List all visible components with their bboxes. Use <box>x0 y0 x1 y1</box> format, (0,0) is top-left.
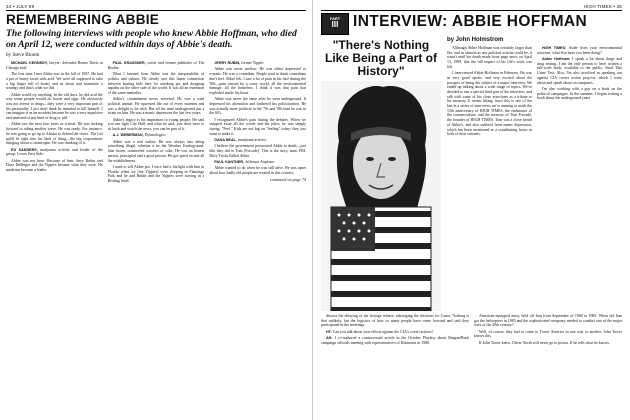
paragraph: I used to sell Abbie pot. I once had a fistfight with him in Florida when we [the Yippies] were sleeping in Flamingo Park and he and Rubin and the Yippies were staying in a Bealtug hotel. <box>107 164 205 183</box>
left-folio <box>6 4 306 11</box>
left-headline: REMEMBERING ABBIE <box>6 12 160 27</box>
paragraph: HT: Can you talk about your efforts against the CIA's covert actions? <box>326 329 434 334</box>
paragraph: Abbie's commitment never wavered. He was a total political animal. He squeezed life out of every moment and was a delight to be with. But all his time underground put a strain on him. He was a manic depressive the last few years. <box>107 97 205 116</box>
left-page <box>0 0 313 420</box>
left-columns <box>6 61 306 185</box>
part-tag-label: PART <box>329 17 341 21</box>
left-byline: by Steve Bloom <box>6 52 40 59</box>
left-deck: The following interviews with people who knew Abbie Hoffman, who died on April 12, were conducted within days of Abbie's death. <box>6 28 297 50</box>
paragraph: PAUL KRASSNER, writer and former publisher of The Realist: <box>107 61 205 70</box>
photo-column <box>321 37 441 311</box>
right-bottom-columns <box>321 314 622 347</box>
paragraph: I recognized Abbie's pain during the debates. When we stripped away all the words and the jokes, he was simply saying, "Feel." Kids are not big on "feeling" today; they just want to make it. <box>209 117 307 136</box>
portrait-illustration <box>321 81 441 311</box>
continued-note: continued on page 74 <box>269 176 307 182</box>
paragraph: A.J. WEBERMAN, Dylanologist: <box>112 133 166 138</box>
right-bottom-column-2 <box>474 314 622 347</box>
paragraph: AH: I co-authored a controversial article in the October Playboy about Reagan/Bush campaign officials meeting with representatives of Khomeini in 1980. <box>321 336 469 345</box>
paragraph: ED SANDERS, marijuana activist and leader of the group, Lower East Side: <box>6 147 103 157</box>
paragraph: Abbie was my hero. Because of him, Jerry Rubin and Dave Dellinger and the Yippies became what they were. He made me become a leader. <box>6 158 103 172</box>
paragraph: Well, of course, they had to come to Tower America in one way or another. John Tower knows this. <box>474 329 622 339</box>
paragraph: Abbie was never mellow. He was either depressed or ecstatic. He was a comedian. People tend to think comedians don't feel. Abbie felt. I saw a lot of pain in his face during the '80s—pain caused by a crazy world, all the environmental damage, all the homeless. I think it was that pain that exploded inside his heart. <box>209 67 307 95</box>
paragraph: The first time I met Abbie was in the fall of 1967. He had a pot of honey laced with acid. We were all supposed to take a big finger full of honey and sit down and formulate a strategy and that's what we did. <box>6 72 103 91</box>
part-tag-number: III <box>331 20 339 30</box>
paragraph: Abbie saw the next four years as critical. He was looking forward to riding another wave. He was ready. For instance, he was going to go up to Alaska to defend the otters. The [oil spill] fit right into his kind of thing—the big corporations bringing about a catastrophe. He was thinking of it. <box>6 122 103 146</box>
paragraph: Abbie would try anything. In the old days, he did acid the way some people would do bacon and eggs. He obviously was not averse to drugs—they were a very important part of his personality. I just don't think he intended to kill himself. I can imagine it as an accident because he was a very impulsive and unafraid of any kind of drug or pill. <box>6 92 103 121</box>
right-byline: by John Holmstrom <box>447 37 504 43</box>
right-header <box>321 13 622 35</box>
paragraph: HIGH TIMES: Aside from your environmental activism, what else have you been doing? <box>537 46 622 55</box>
paragraph: I'm also working with a guy on a book on the political campaigns. In the summer, I began writing a book about the underground years. <box>537 86 622 101</box>
paragraph: What I learned from Abbie was the inseparability of politics and culture. He clearly saw this linear connection between busting kids here for smoking pot and dropping napalm on the other side of the world. It was all an extension of the same mentality. <box>107 72 205 95</box>
paragraph: Abbie Hoffman: I speak a lot about drugs and drug testing. I am the only person to have written a full-scale book, available to the public, Steal This Urine Test. Also, I'm also involved in speaking out against CIA covert action projects, which I write about and speak about on campuses. <box>537 57 622 85</box>
paragraph: Abbie wanted to do when he was still alive. He was upset about how badly old people are treated in this country. <box>209 166 307 176</box>
right-headline: INTERVIEW: ABBIE HOFFMAN <box>353 13 588 30</box>
paragraph: Although Abbie Hoffman was certainly larger than life, and as famous as any political activist could be, it wasn't until his death made front page news on April 13, 1989, that the full impact of his life's work was felt. <box>447 46 532 69</box>
paragraph: Abbie was a real outlaw. He was always into doing something illegal, whether it be the Weather Underground, blue boxes, counterfeit watches or coke. He was an honest person, principled and a good person. He got spied on and all the establishment. <box>107 139 205 163</box>
paragraph: DANA BEAL, marijuana activist: <box>214 138 267 143</box>
paragraph: American-equipped army, held off Iraq from September of 1980 to 1985. When old Iran got the helicopters in 1985 and the sophisticated weaponry needed to conduct one of the major wars of the 20th century? <box>474 314 622 328</box>
right-column-1 <box>447 46 532 139</box>
paragraph: I believe the government persecuted Abbie to death—just like they did to Tom [Forcade]. This is the story, man. FBI, Dirty Tricks Killed Abbie. <box>209 144 307 158</box>
paragraph: Abbie was never the same after he went underground. It depressed his alienation and furthered his politicization. He was actually more political in the '70s and '80s than he was in the 60's. <box>209 97 307 116</box>
right-columns <box>447 46 622 139</box>
right-folio-text: HIGH TIMES • 35 <box>583 4 622 9</box>
paragraph: PAUL KANTNER, Jefferson Airplane: <box>214 160 275 165</box>
paragraph: Abbie's legacy is his inspiration to young people. He said you can fight City Hall, and what he said, you don't have to sit back and watch the news, you can be part of it. <box>107 117 205 132</box>
right-body <box>321 37 622 311</box>
paragraph: discuss the delaying of the hostage release, sabotaging the elections for Carter. Nothing is that unlikely, but the logistics of how so many people have come forward and said they participated in the meetings. <box>321 314 469 328</box>
paragraph: JERRY RUBIN, former Yippie: <box>214 61 265 66</box>
paragraph: I interviewed Abbie Hoffman in February. He was in very good spirits, and very excited about the prospect of being the subject of a major interview. We ended up talking about a wide range of topics. We've decided to run a special third part of the interview, and talk with some of his close associates as a tribute to his memory. It seems fitting, since this is one of the last in a series of interviews we're running to mark the 15th anniversary of HIGH TIMES, the endurance of the counterculture, and the memory of Tom Forcade, the founder of HIGH TIMES. Tom was a close friend of Abbie's, and also suffered from manic depression, which has been mentioned as a contributing factor in both of their suicides. <box>447 71 532 137</box>
portrait-photo <box>321 81 441 311</box>
right-text <box>447 37 622 311</box>
right-page <box>313 0 630 420</box>
right-folio <box>321 4 622 11</box>
paragraph: MICHAEL KENNEDY, lawyer; defended Bernie Davis at Chicago trial: <box>6 61 103 70</box>
right-column-2 <box>537 46 622 139</box>
part-tag <box>321 13 349 35</box>
left-column-1 <box>6 61 103 185</box>
left-folio-text: 34 • JULY 89 <box>6 4 35 9</box>
pull-quote: "There's Nothing Like Being a Part of History" <box>324 38 438 78</box>
left-column-2 <box>108 61 205 185</box>
left-column-3 <box>209 61 306 185</box>
right-bottom-column-1 <box>321 314 469 347</box>
paragraph: If John Tower knew, Oliver North will never go to prison. If he tells what he knows. <box>479 340 610 345</box>
